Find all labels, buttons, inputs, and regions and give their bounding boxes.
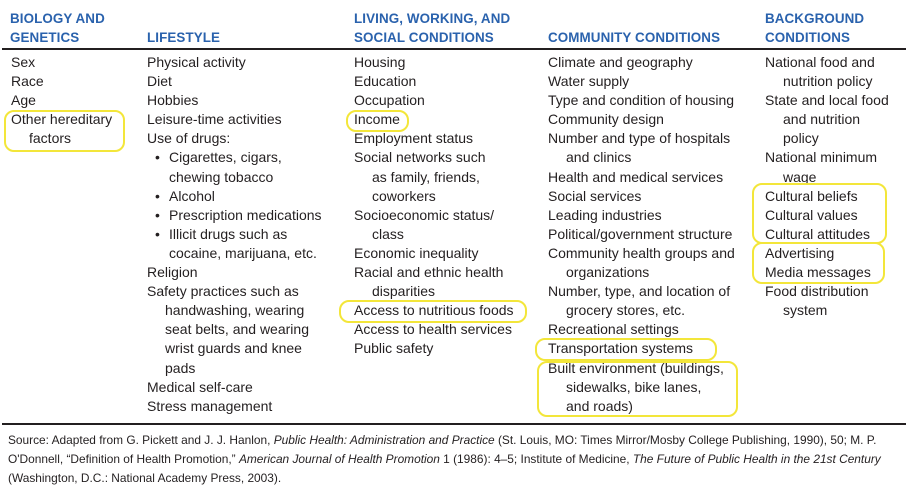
list-item: Leading industries bbox=[548, 206, 662, 223]
list-item: organizations bbox=[566, 264, 650, 281]
list-item: Education bbox=[354, 73, 417, 90]
list-item: wage bbox=[783, 168, 817, 185]
list-item: State and local food bbox=[765, 92, 889, 109]
highlight-transportation bbox=[535, 338, 717, 361]
list-item: Safety practices such as bbox=[147, 283, 299, 300]
list-item: as family, friends, bbox=[372, 168, 480, 185]
list-item: chewing tobacco bbox=[169, 168, 274, 185]
list-item: • Cigarettes, cigars, bbox=[147, 148, 322, 167]
list-item: • Illicit drugs such as bbox=[147, 225, 322, 244]
highlight-hereditary bbox=[4, 110, 125, 152]
list-item: Recreational settings bbox=[548, 321, 679, 338]
list-item: Economic inequality bbox=[354, 244, 479, 261]
header-biology: BIOLOGY AND GENETICS bbox=[10, 11, 105, 45]
list-item: and nutrition bbox=[783, 111, 861, 128]
header-rule bbox=[2, 48, 906, 50]
list-item: Number, type, and location of bbox=[548, 283, 731, 300]
highlight-advertising bbox=[752, 242, 885, 284]
highlight-built-environment bbox=[537, 361, 738, 417]
list-item: Social networks such bbox=[354, 149, 486, 166]
list-item: wrist guards and knee bbox=[165, 340, 302, 357]
header-living: LIVING, WORKING, AND SOCIAL CONDITIONS bbox=[354, 11, 511, 45]
list-item: Cultural beliefs bbox=[765, 187, 858, 204]
list-item: Number and type of hospitals bbox=[548, 130, 731, 147]
highlight-income bbox=[346, 110, 409, 132]
list-item: • Alcohol bbox=[147, 187, 322, 206]
list-item: policy bbox=[783, 130, 819, 147]
list-item: Diet bbox=[147, 73, 172, 90]
list-item: Media messages bbox=[765, 264, 871, 281]
list-item: Hobbies bbox=[147, 92, 199, 109]
list-item: factors bbox=[29, 130, 72, 147]
list-item: grocery stores, etc. bbox=[566, 302, 686, 319]
list-item: Type and condition of housing bbox=[548, 92, 735, 109]
list-item: Occupation bbox=[354, 92, 425, 109]
list-item: Use of drugs: bbox=[147, 130, 231, 147]
list-item: handwashing, wearing bbox=[165, 302, 305, 319]
list-item: Climate and geography bbox=[548, 54, 693, 70]
list-item: and roads) bbox=[566, 397, 633, 414]
list-item: pads bbox=[165, 359, 196, 376]
list-item: Water supply bbox=[548, 73, 630, 90]
list-item: nutrition policy bbox=[783, 73, 873, 90]
list-item: National minimum bbox=[765, 149, 878, 166]
list-item: Cultural values bbox=[765, 206, 858, 223]
list-item: Health and medical services bbox=[548, 168, 724, 185]
list-item: Age bbox=[11, 92, 36, 109]
list-item: Race bbox=[11, 73, 44, 90]
list-item: • Prescription medications bbox=[147, 206, 322, 225]
list-item: and clinics bbox=[566, 149, 632, 166]
list-item: Advertising bbox=[765, 244, 835, 261]
list-item: Social services bbox=[548, 187, 642, 204]
list-item: sidewalks, bike lanes, bbox=[566, 378, 702, 395]
list-item: Leisure-time activities bbox=[147, 111, 282, 128]
list-item: Community design bbox=[548, 111, 664, 128]
list-item: class bbox=[372, 225, 404, 242]
highlight-cultural bbox=[752, 183, 887, 244]
header-community: COMMUNITY CONDITIONS bbox=[548, 30, 721, 45]
list-item: Racial and ethnic health bbox=[354, 264, 504, 281]
list-item: Income bbox=[354, 111, 400, 128]
list-item: disparities bbox=[372, 283, 436, 300]
list-item: Other hereditary bbox=[11, 111, 113, 128]
list-item: Public safety bbox=[354, 340, 434, 357]
column-lifestyle bbox=[147, 53, 322, 416]
list-item: system bbox=[783, 302, 828, 319]
list-item: Religion bbox=[147, 264, 198, 281]
list-item: Stress management bbox=[147, 397, 273, 414]
list-item: Cultural attitudes bbox=[765, 225, 871, 242]
header-background: BACKGROUND CONDITIONS bbox=[765, 11, 865, 45]
list-item: Physical activity bbox=[147, 54, 246, 70]
footer-rule bbox=[2, 423, 906, 425]
list-item: Access to health services bbox=[354, 321, 512, 338]
list-item: Community health groups and bbox=[548, 244, 735, 261]
list-item: cocaine, marijuana, etc. bbox=[169, 244, 317, 261]
list-item: Transportation systems bbox=[548, 340, 693, 357]
list-item: Housing bbox=[354, 54, 406, 70]
list-item: Access to nutritious foods bbox=[354, 302, 514, 319]
list-item: Political/government structure bbox=[548, 225, 733, 242]
list-item: coworkers bbox=[372, 187, 436, 204]
source-note: Source: Adapted from G. Pickett and J. J. Hanlon, Public Health: Administration and Practice (St. Louis, MO: Times Mirror/Mosby College Publishing, 1990), 50; M. P. O'Donnell, “Definition of Health Promotion,” American Journal of Health Promotion 1 (1986): 4–5; Institute of Medicine, The Future of Public Health in the 21st Century (Washington, D.C.: National Academy Press, 2003). bbox=[8, 433, 881, 486]
list-item: Employment status bbox=[354, 130, 474, 147]
list-item: National food and bbox=[765, 54, 875, 70]
list-item: Food distribution bbox=[765, 283, 869, 300]
list-item: Medical self-care bbox=[147, 378, 253, 395]
header-lifestyle: LIFESTYLE bbox=[147, 30, 221, 45]
list-item: seat belts, and wearing bbox=[165, 321, 309, 338]
list-item: Socioeconomic status/ bbox=[354, 206, 495, 223]
list-item: Sex bbox=[11, 54, 36, 70]
highlight-nutritious-foods bbox=[339, 300, 527, 323]
list-item: Built environment (buildings, bbox=[548, 359, 724, 376]
